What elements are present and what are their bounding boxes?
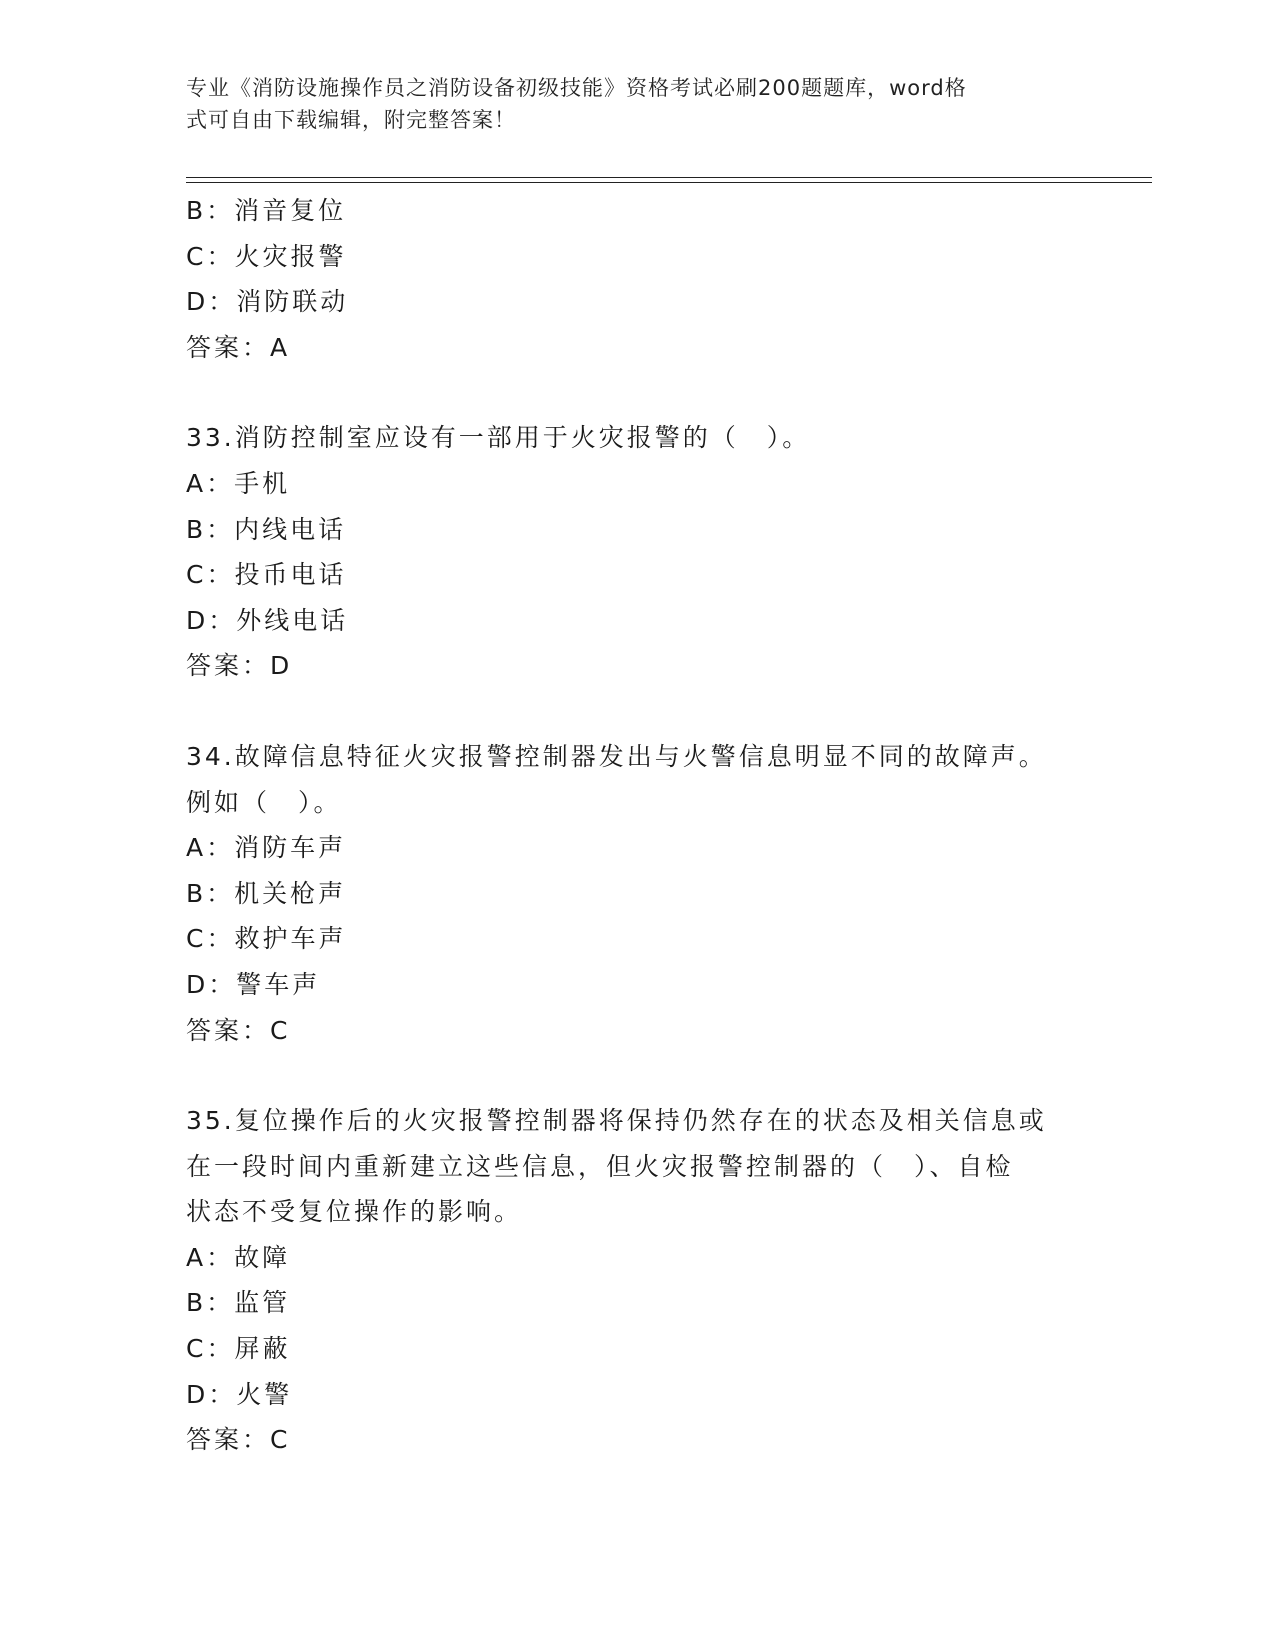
answer-line: 答案：A xyxy=(186,332,291,362)
header-title-line-1: 专业《消防设施操作员之消防设备初级技能》资格考试必刷200题题库，word格 xyxy=(186,76,967,100)
question-block-34 xyxy=(186,734,1086,1053)
option-d: D：警车声 xyxy=(186,969,321,999)
option-b: B：机关枪声 xyxy=(186,878,347,908)
header-divider-bottom xyxy=(186,182,1152,183)
option-c: C：屏蔽 xyxy=(186,1334,291,1364)
option-a: A：手机 xyxy=(186,468,291,498)
question-text-line-1: 35.复位操作后的火灾报警控制器将保持仍然存在的状态及相关信息或 xyxy=(186,1106,1047,1136)
option-d: D：外线电话 xyxy=(186,605,349,635)
question-text-line-1: 34.故障信息特征火灾报警控制器发出与火警信息明显不同的故障声。 xyxy=(186,741,1047,771)
option-c: C：救护车声 xyxy=(186,924,347,954)
question-text-line-2: 例如（ ）。 xyxy=(186,787,342,817)
option-c: C：投币电话 xyxy=(186,560,347,590)
option-b: B：消音复位 xyxy=(186,196,347,225)
question-text-line-3: 状态不受复位操作的影响。 xyxy=(186,1197,523,1227)
header-divider-top xyxy=(186,177,1152,178)
header-title-line-2: 式可自由下载编辑，附完整答案！ xyxy=(186,108,516,132)
spacer xyxy=(186,1053,1086,1098)
question-block-35 xyxy=(186,1098,1086,1463)
answer-line: 答案：D xyxy=(186,651,293,681)
answer-line: 答案：C xyxy=(186,1015,291,1045)
option-a: A：故障 xyxy=(186,1242,291,1272)
spacer xyxy=(186,370,1086,415)
spacer xyxy=(186,689,1086,734)
question-text: 33.消防控制室应设有一部用于火灾报警的（ ）。 xyxy=(186,423,811,453)
document-header xyxy=(186,72,1066,136)
option-c: C：火灾报警 xyxy=(186,241,347,271)
question-text-line-2: 在一段时间内重新建立这些信息，但火灾报警控制器的（ ）、自检 xyxy=(186,1151,1014,1181)
question-block-32 xyxy=(186,188,1086,370)
option-d: D：消防联动 xyxy=(186,287,349,317)
option-b: B：监管 xyxy=(186,1288,291,1318)
option-d: D：火警 xyxy=(186,1379,293,1409)
option-b: B：内线电话 xyxy=(186,514,347,544)
question-block-33 xyxy=(186,415,1086,689)
question-list xyxy=(186,188,1086,1463)
answer-line: 答案：C xyxy=(186,1425,291,1455)
option-a: A：消防车声 xyxy=(186,833,347,863)
